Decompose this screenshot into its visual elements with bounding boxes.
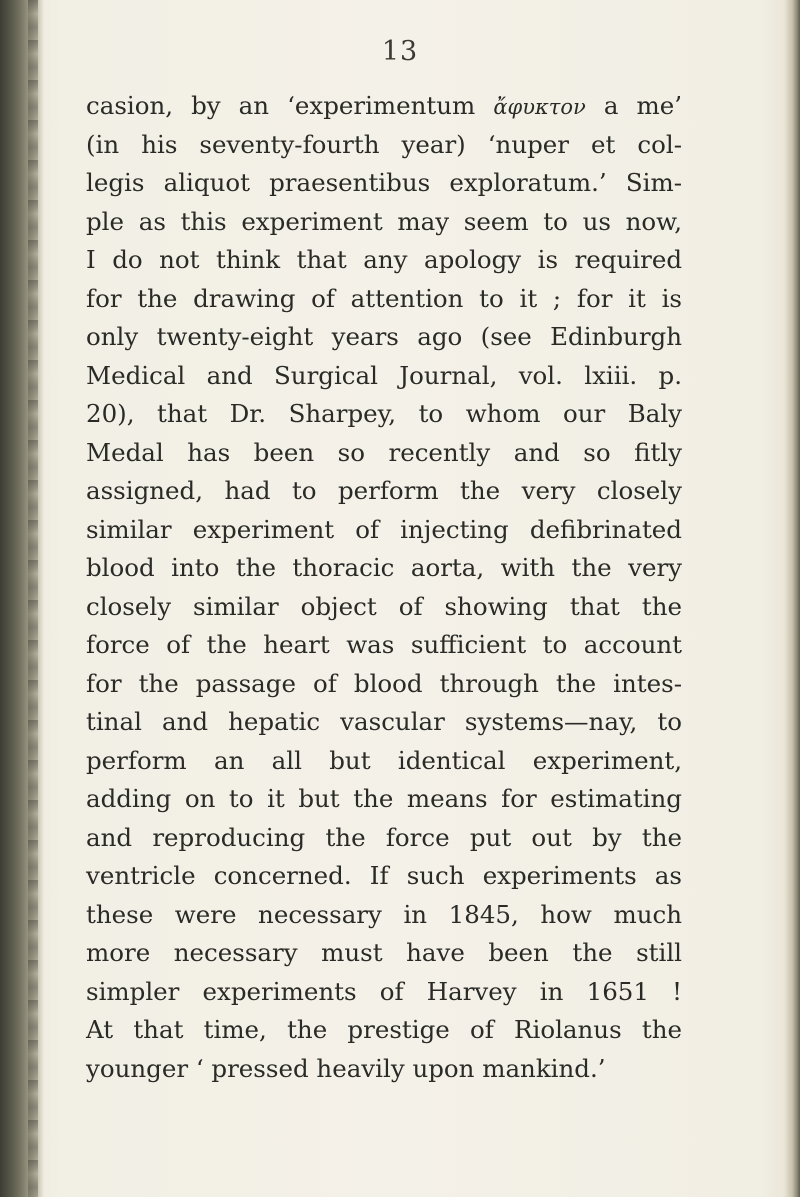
text-line: these were necessary in 1845, how much xyxy=(86,899,682,929)
text-line: Medal has been so recently and so fitly xyxy=(86,437,682,467)
text-line: blood into the thoracic aorta, with the very xyxy=(86,553,682,582)
text-line: for the passage of blood through the intes- xyxy=(86,668,682,698)
text-line: adding on to it but the means for estimating xyxy=(86,784,682,813)
text-line: only twenty-eight years ago (see Edinburgh xyxy=(86,322,682,351)
text-line: similar experiment of injecting defibrinated xyxy=(86,514,682,544)
text-line: Medical and Surgical Journal, vol. lxiii. p. xyxy=(86,360,682,390)
page-edge-shadow xyxy=(784,0,800,1197)
text-line: tinal and hepatic vascular systems—nay, to xyxy=(86,707,682,736)
text-line: ventricle concerned. If such experiments as xyxy=(86,861,682,890)
text-line: for the drawing of attention to it ; for it is xyxy=(86,283,682,313)
text-line: younger ‘ pressed heavily upon mankind.’ xyxy=(86,1053,606,1083)
page-number: 13 xyxy=(381,36,419,67)
text-line: At that time, the prestige of Riolanus the xyxy=(86,1015,682,1044)
text-line: 20), that Dr. Sharpey, to whom our Baly xyxy=(86,399,682,428)
text-line: and reproducing the force put out by the xyxy=(86,822,682,852)
text-line: assigned, had to perform the very closely xyxy=(86,476,682,505)
text-line: legis aliquot praesentibus exploratum.’ Sim- xyxy=(86,168,682,197)
text-line: perform an all but identical experiment, xyxy=(86,745,682,775)
text-line: closely similar object of showing that the xyxy=(86,591,682,621)
text-line: more necessary must have been the still xyxy=(86,938,682,967)
text-line: ple as this experiment may seem to us now, xyxy=(86,206,682,236)
text-line: casion, by an ‘experimentum ἄφυκτον a me’ xyxy=(86,91,682,120)
body-text xyxy=(86,87,682,1088)
text-line: force of the heart was sufficient to account xyxy=(86,630,682,659)
text-line: (in his seventy-fourth year) ‘nuper et col- xyxy=(86,129,682,159)
greek-word: ἄφυκτον xyxy=(493,95,586,119)
text-line: I do not think that any apology is required xyxy=(86,245,682,274)
binding-shadow xyxy=(28,0,38,1197)
text-line: simpler experiments of Harvey in 1651 ! xyxy=(86,976,682,1006)
